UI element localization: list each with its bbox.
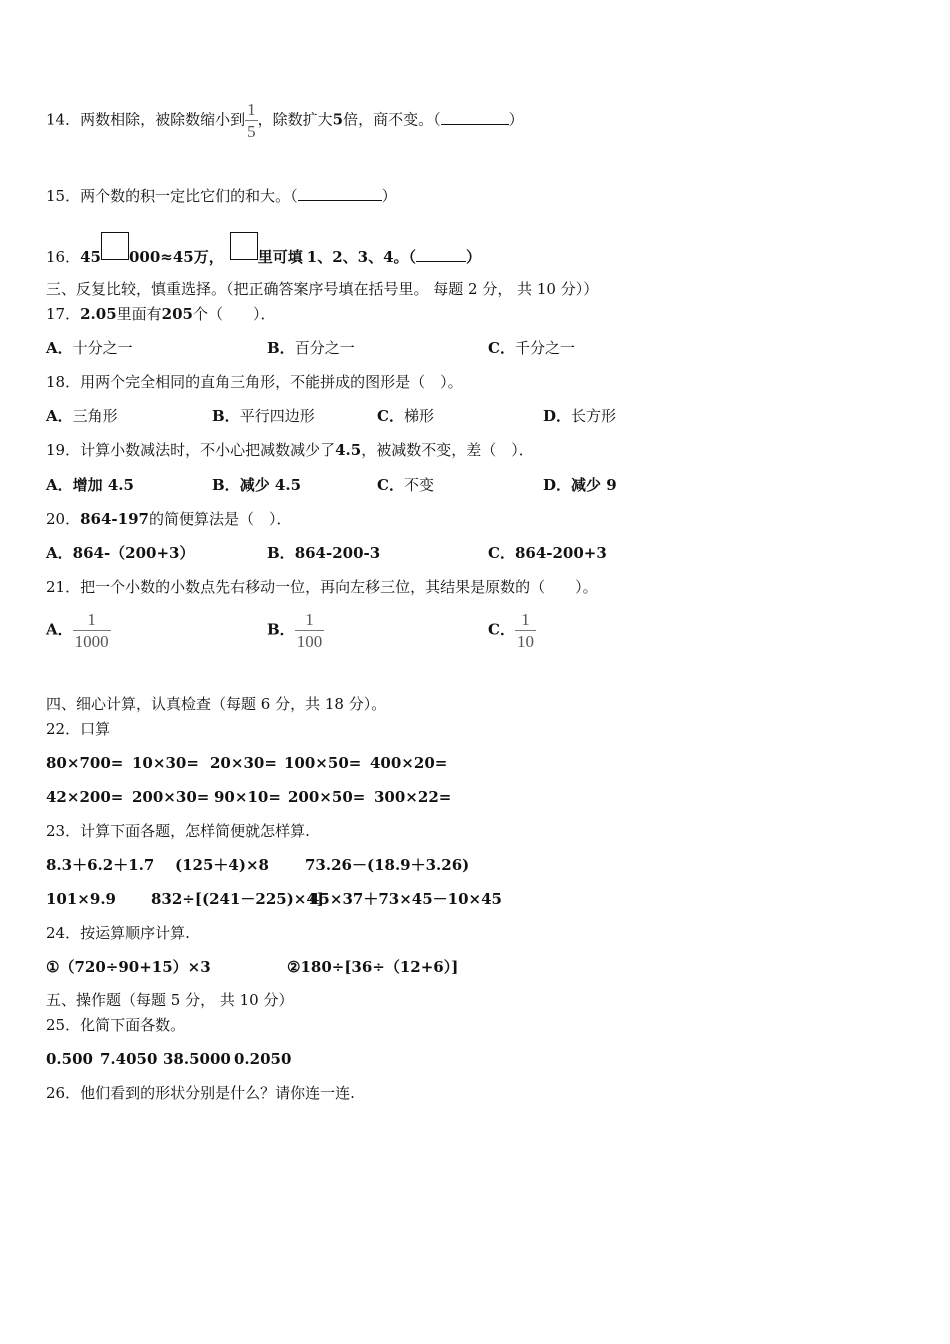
option-text: 长方形: [571, 407, 617, 425]
option-label: B．: [212, 407, 240, 425]
q16-text-a: 万，: [193, 248, 224, 266]
section-3-title: 三、反复比较，慎重选择。（把正确答案序号填在括号里。 每题 2 分， 共 10 分））: [46, 280, 599, 298]
q16-number: 16．: [46, 248, 81, 266]
q14-text-b: ，除数扩大: [257, 110, 333, 129]
q19-bold: 4.5: [335, 441, 362, 459]
q24-number: 24．: [46, 924, 81, 942]
q23-number: 23．: [46, 822, 81, 840]
option-text: 不变: [403, 476, 434, 494]
option-text: 三角形: [72, 407, 118, 425]
option-text: 增加 4.5: [72, 476, 134, 494]
expression: 10×30=: [132, 754, 199, 772]
q17-number: 17．: [46, 305, 81, 323]
option-fraction: [295, 611, 325, 650]
expression: ②180÷[36÷（12+6）]: [287, 958, 459, 976]
q19-option-c[interactable]: [377, 475, 434, 495]
q18-text: 用两个完全相同的直角三角形，不能拼成的图形是（ ）。: [80, 373, 463, 391]
q14-close: ）: [508, 110, 524, 129]
q25-text: 化简下面各数。: [80, 1016, 186, 1034]
expression: 832÷[(241－225)×4]: [151, 890, 324, 908]
q21-option-b[interactable]: [267, 611, 324, 650]
q20-option-a[interactable]: [46, 543, 195, 563]
expression: (125＋4)×8: [175, 856, 269, 874]
q19-text-b: ，被减数不变，差（ ）．: [361, 441, 534, 459]
option-text: 864-200+3: [514, 544, 607, 562]
q19-option-a[interactable]: [46, 475, 134, 495]
option-label: A．: [46, 476, 73, 494]
expression: 101×9.9: [46, 890, 116, 908]
q16-close: ）: [466, 248, 482, 266]
question-14: [46, 101, 524, 140]
option-label: C．: [488, 339, 515, 357]
question-15: [46, 186, 397, 206]
q18-option-b[interactable]: [212, 406, 315, 426]
expression: 400×20=: [370, 754, 448, 772]
q15-number: 15．: [46, 187, 81, 205]
q26-text: 他们看到的形状分别是什么？请你连一连.: [80, 1084, 355, 1102]
number-value: 0.500: [46, 1050, 93, 1068]
q17-bold: 2.05: [80, 305, 117, 323]
section-4-title: 四、细心计算，认真检查（每题 6 分，共 18 分）。: [46, 695, 387, 713]
option-text: 梯形: [403, 407, 434, 425]
q22-row-2: [46, 787, 451, 807]
q18-option-d[interactable]: [543, 406, 616, 426]
expression: ①（720÷90+15）×3: [46, 958, 211, 976]
question-26: [46, 1083, 355, 1103]
q16-digit-box[interactable]: [101, 232, 129, 260]
q14-text-a: 两数相除，被除数缩小到: [80, 110, 246, 129]
option-text: 864-（200+3）: [72, 544, 195, 562]
expression: 20×30=: [210, 754, 277, 772]
q15-text: 两个数的积一定比它们的和大。（: [80, 187, 298, 205]
frac-numerator: 1: [305, 610, 314, 629]
q16-text-b: 里可填: [257, 248, 303, 266]
q17-text-b: 个（ ）．: [192, 305, 276, 323]
question-20: [46, 509, 291, 529]
q21-option-c[interactable]: [488, 611, 536, 650]
question-22: [46, 719, 110, 739]
option-text: 千分之一: [514, 339, 575, 357]
frac-denominator: 10: [516, 632, 534, 651]
q19-number: 19．: [46, 441, 81, 459]
q17-option-c[interactable]: [488, 338, 575, 358]
q14-frac-numerator: 1: [247, 100, 256, 119]
expression: 90×10=: [214, 788, 281, 806]
option-fraction: [73, 611, 111, 650]
frac-denominator: 1000: [74, 632, 109, 651]
option-label: A．: [46, 339, 73, 357]
question-23: [46, 821, 310, 841]
option-text: 864-200-3: [294, 544, 381, 562]
q15-answer-blank[interactable]: [298, 186, 382, 201]
q16-digit-box-2[interactable]: [230, 232, 258, 260]
q14-frac-denominator: 5: [247, 122, 256, 141]
q19-option-b[interactable]: [212, 475, 301, 495]
q14-answer-blank[interactable]: [441, 110, 509, 125]
q20-bold: 864-197: [80, 510, 149, 528]
q17-bold-2: 205: [161, 305, 193, 323]
option-text: 减少 4.5: [239, 476, 302, 494]
q22-number: 22．: [46, 720, 81, 738]
expression: 73.26－(18.9＋3.26): [305, 856, 470, 874]
q14-number: 14．: [46, 110, 81, 129]
q19-text-a: 计算小数减法时，不小心把减数减少了: [80, 441, 336, 459]
frac-numerator: 1: [521, 610, 530, 629]
option-label: B．: [267, 339, 295, 357]
q14-bold-number: 5: [332, 110, 344, 129]
expression: 80×700=: [46, 754, 124, 772]
q17-option-b[interactable]: [267, 338, 355, 358]
option-text: 十分之一: [72, 339, 133, 357]
expression: 200×30=: [132, 788, 210, 806]
question-18: [46, 372, 463, 392]
q20-option-b[interactable]: [267, 543, 380, 563]
option-label: D．: [543, 476, 572, 494]
option-label: B．: [267, 544, 295, 562]
q19-option-d[interactable]: [543, 475, 617, 495]
option-label: A．: [46, 620, 73, 639]
q20-option-c[interactable]: [488, 543, 607, 563]
section-5-title: 五、操作题（每题 5 分， 共 10 分）: [46, 991, 294, 1009]
q22-text: 口算: [80, 720, 111, 738]
q22-row-1: [46, 753, 447, 773]
q16-part-a: 45: [80, 248, 101, 266]
option-label: C．: [377, 407, 404, 425]
option-label: A．: [46, 407, 73, 425]
q14-fraction: [245, 101, 258, 140]
frac-denominator: 100: [296, 632, 323, 651]
option-label: C．: [377, 476, 404, 494]
question-21: [46, 577, 598, 597]
option-label: C．: [488, 620, 515, 639]
option-text: 减少 9: [571, 476, 617, 494]
q16-part-b: 000≈45: [128, 248, 194, 266]
q23-row-2: [46, 889, 502, 909]
expression: 42×200=: [46, 788, 124, 806]
frac-numerator: 1: [87, 610, 96, 629]
q16-answer-blank[interactable]: [416, 247, 466, 262]
q26-number: 26．: [46, 1084, 81, 1102]
q15-close: ）: [381, 187, 397, 205]
question-16: [46, 232, 481, 267]
q18-option-c[interactable]: [377, 406, 434, 426]
question-19: [46, 440, 534, 460]
q21-text: 把一个小数的小数点先右移动一位，再向左移三位，其结果是原数的（ ）。: [80, 578, 598, 596]
question-25: [46, 1015, 185, 1035]
option-text: 平行四边形: [239, 407, 315, 425]
q18-option-a[interactable]: [46, 406, 118, 426]
q18-number: 18．: [46, 373, 81, 391]
question-24: [46, 923, 190, 943]
expression: 100×50=: [284, 754, 362, 772]
option-fraction: [515, 611, 536, 650]
number-value: 0.2050: [234, 1050, 292, 1068]
q24-text: 按运算顺序计算.: [80, 924, 190, 942]
q17-text-a: 里面有: [116, 305, 162, 323]
number-value: 38.5000: [163, 1050, 231, 1068]
option-label: B．: [212, 476, 240, 494]
q21-option-a[interactable]: [46, 611, 111, 650]
option-label: D．: [543, 407, 572, 425]
q20-text: 的简便算法是（ ）．: [148, 510, 292, 528]
q17-option-a[interactable]: [46, 338, 133, 358]
q25-number: 25．: [46, 1016, 81, 1034]
q21-number: 21．: [46, 578, 81, 596]
option-label: A．: [46, 544, 73, 562]
option-text: 百分之一: [294, 339, 355, 357]
expression: 200×50=: [288, 788, 366, 806]
q16-text-c: 。（: [393, 248, 417, 266]
q14-text-c: 倍，商不变。（: [343, 110, 441, 129]
q24-items: [46, 957, 458, 977]
q23-row-1: [46, 855, 469, 875]
expression: 45×37＋73×45－10×45: [309, 890, 502, 908]
question-17: [46, 304, 275, 324]
q23-text: 计算下面各题，怎样简便就怎样算.: [80, 822, 310, 840]
option-label: C．: [488, 544, 515, 562]
number-value: 7.4050: [100, 1050, 158, 1068]
q16-values: 1、2、3、4: [306, 248, 394, 266]
q20-number: 20．: [46, 510, 81, 528]
q25-values: [46, 1049, 291, 1069]
option-label: B．: [267, 620, 295, 639]
expression: 300×22=: [374, 788, 452, 806]
expression: 8.3＋6.2＋1.7: [46, 856, 155, 874]
